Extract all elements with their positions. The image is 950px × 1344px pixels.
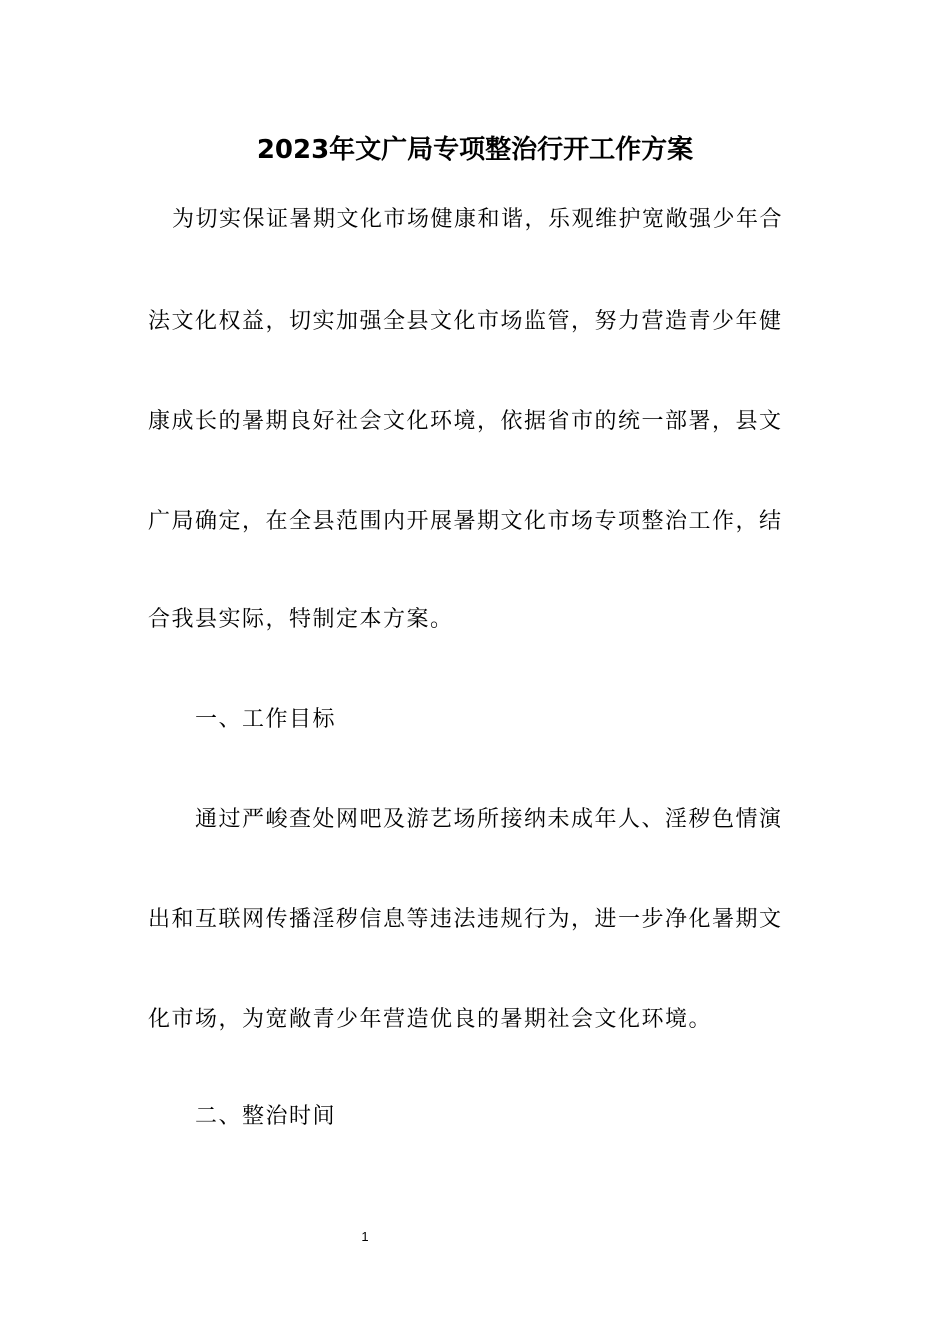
page-number: 1	[361, 1229, 369, 1244]
section-heading: 二、整治时间	[195, 1104, 337, 1129]
section-heading: 一、工作目标	[195, 707, 337, 732]
paragraph-line: 康成长的暑期良好社会文化环境，依据省市的统一部署，县文	[148, 409, 783, 434]
paragraph-line: 化市场，为宽敞青少年营造优良的暑期社会文化环境。	[148, 1007, 713, 1032]
paragraph-line: 广局确定，在全县范围内开展暑期文化市场专项整治工作，结	[148, 509, 783, 534]
paragraph-line: 法文化权益，切实加强全县文化市场监管，努力营造青少年健	[148, 309, 783, 334]
paragraph-line: 合我县实际，特制定本方案。	[148, 607, 454, 632]
paragraph-line: 为切实保证暑期文化市场健康和谐，乐观维护宽敞强少年合	[172, 207, 784, 232]
paragraph-line: 出和互联网传播淫秽信息等违法违规行为，进一步净化暑期文	[148, 907, 783, 932]
paragraph-line: 通过严峻查处网吧及游艺场所接纳未成年人、淫秽色情演	[195, 807, 783, 832]
document-title: 2023年文广局专项整治行开工作方案	[256, 135, 694, 165]
